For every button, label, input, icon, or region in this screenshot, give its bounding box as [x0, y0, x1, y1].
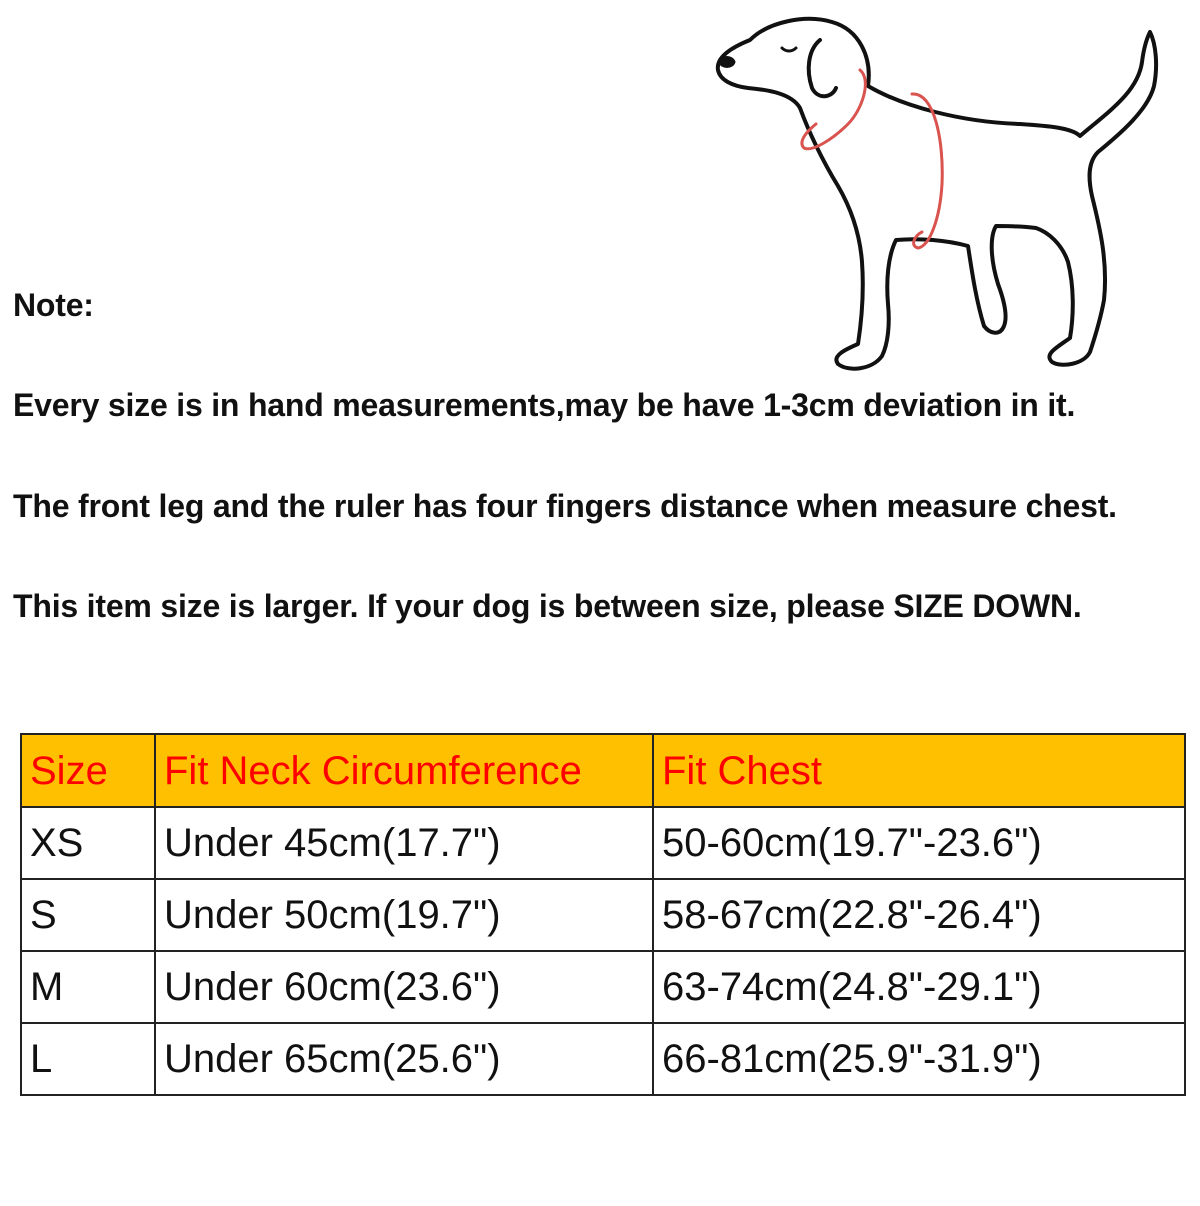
size-table-header-row: [21, 734, 1185, 807]
table-row: [21, 1023, 1185, 1095]
note-line-chest-measure: The front leg and the ruler has four fingers distance when measure chest.: [13, 488, 1117, 524]
chest-measure-line: [912, 94, 942, 248]
cell-size: S: [21, 879, 155, 951]
cell-neck: Under 60cm(23.6"): [155, 951, 653, 1023]
cell-chest: 50-60cm(19.7"-23.6"): [653, 807, 1185, 879]
table-row: [21, 807, 1185, 879]
cell-neck: Under 65cm(25.6"): [155, 1023, 653, 1095]
cell-chest: 66-81cm(25.9"-31.9"): [653, 1023, 1185, 1095]
cell-chest: 63-74cm(24.8"-29.1"): [653, 951, 1185, 1023]
note-line-size-down: This item size is larger. If your dog is between size, please SIZE DOWN.: [13, 588, 1082, 624]
header-neck: Fit Neck Circumference: [155, 734, 653, 807]
dog-eye-outline: [782, 48, 796, 51]
size-chart-table: [20, 733, 1186, 1096]
header-chest: Fit Chest: [653, 734, 1185, 807]
cell-neck: Under 45cm(17.7"): [155, 807, 653, 879]
cell-neck: Under 50cm(19.7"): [155, 879, 653, 951]
dog-ear-outline: [809, 40, 836, 96]
dog-nose-outline: [720, 58, 734, 67]
cell-size: M: [21, 951, 155, 1023]
dog-measurement-figure: [700, 8, 1180, 380]
note-title: Note:: [13, 287, 94, 323]
header-size: Size: [21, 734, 155, 807]
cell-size: XS: [21, 807, 155, 879]
cell-size: L: [21, 1023, 155, 1095]
table-row: [21, 879, 1185, 951]
dog-outline-icon: [700, 8, 1180, 380]
dog-body-outline: [718, 19, 1156, 369]
note-line-measurement-deviation: Every size is in hand measurements,may be have 1-3cm deviation in it.: [13, 387, 1076, 423]
cell-chest: 58-67cm(22.8"-26.4"): [653, 879, 1185, 951]
table-row: [21, 951, 1185, 1023]
